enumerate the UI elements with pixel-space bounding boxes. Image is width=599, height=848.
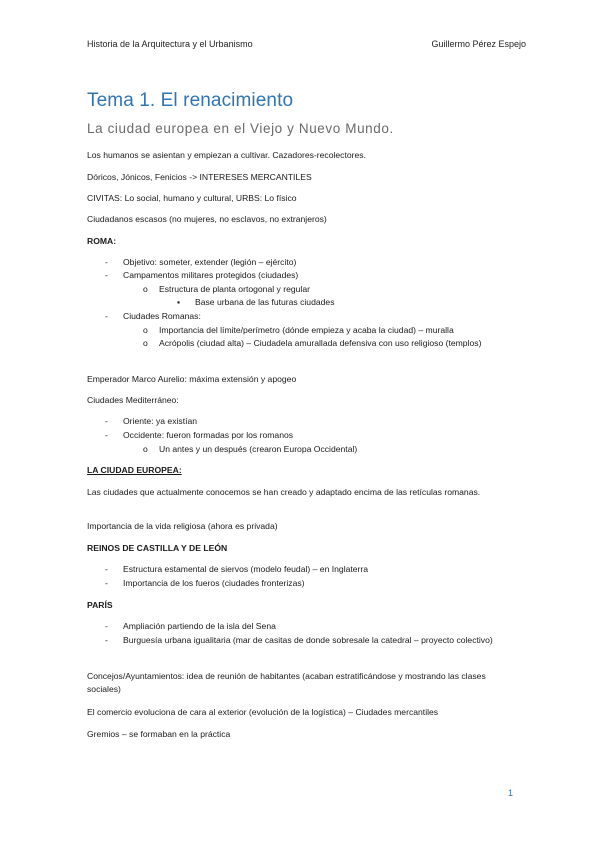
list-item: Importancia de los fueros (ciudades fronterizas) <box>123 578 305 588</box>
page-number: 1 <box>507 788 513 798</box>
dash-bullet: - <box>105 578 108 588</box>
paragraph: Ciudades Mediterráneo: <box>87 395 179 405</box>
dash-bullet: - <box>105 430 108 440</box>
paragraph: Las ciudades que actualmente conocemos se han creado y adaptado encima de las retículas romanas. <box>87 487 481 497</box>
paragraph: CIVITAS: Lo social, humano y cultural, URBS: Lo físico <box>87 193 297 203</box>
square-bullet: ▪ <box>177 297 181 307</box>
dash-bullet: - <box>105 311 108 321</box>
section-heading-castilla-leon: REINOS DE CASTILLA Y DE LEÓN <box>87 543 228 553</box>
list-item: Un antes y un después (crearon Europa Occidental) <box>159 444 358 454</box>
paragraph: Los humanos se asientan y empiezan a cultivar. Cazadores-recolectores. <box>87 150 366 160</box>
list-item: Acrópolis (ciudad alta) – Ciudadela amurallada defensiva con uso religioso (templos) <box>159 338 482 348</box>
circle-bullet: o <box>143 338 148 348</box>
list-item: Importancia del límite/perímetro (dónde empieza y acaba la ciudad) – muralla <box>159 325 454 335</box>
dash-bullet: - <box>105 635 108 645</box>
list-item: Estructura estamental de siervos (modelo feudal) – en Inglaterra <box>123 564 369 574</box>
list-item: Oriente: ya existían <box>123 416 198 426</box>
paragraph: Gremios – se formaban en la práctica <box>87 729 231 739</box>
paragraph: Importancia de la vida religiosa (ahora es privada) <box>87 521 278 531</box>
paragraph: El comercio evoluciona de cara al exterior (evolución de la logística) – Ciudades mercantiles <box>87 707 439 717</box>
section-heading-roma: ROMA: <box>87 236 117 246</box>
page-title: Tema 1. El renacimiento <box>87 90 294 111</box>
page-subtitle: La ciudad europea en el Viejo y Nuevo Mundo. <box>87 121 394 136</box>
dash-bullet: - <box>105 564 108 574</box>
header-course-title: Historia de la Arquitectura y el Urbanismo <box>87 39 253 49</box>
circle-bullet: o <box>143 284 148 294</box>
list-item: Ampliación partiendo de la isla del Sena <box>123 621 276 631</box>
list-item: Base urbana de las futuras ciudades <box>195 297 335 307</box>
header-author: Guillermo Pérez Espejo <box>431 39 526 49</box>
list-item: Occidente: fueron formadas por los romanos <box>123 430 294 440</box>
list-item: Burguesía urbana igualitaria (mar de casitas de donde sobresale la catedral – proyecto colectivo) <box>123 635 493 645</box>
paragraph: Emperador Marco Aurelio: máxima extensión y apogeo <box>87 374 297 384</box>
circle-bullet: o <box>143 444 148 454</box>
dash-bullet: - <box>105 270 108 280</box>
section-heading-ciudad-europea: LA CIUDAD EUROPEA: <box>87 465 182 475</box>
paragraph: Ciudadanos escasos (no mujeres, no esclavos, no extranjeros) <box>87 214 327 224</box>
list-item: Objetivo: someter, extender (legión – ejército) <box>123 257 297 267</box>
list-item: Ciudades Romanas: <box>123 311 201 321</box>
list-item: Estructura de planta ortogonal y regular <box>159 284 310 294</box>
dash-bullet: - <box>105 257 108 267</box>
paragraph: Concejos/Ayuntamientos: idea de reunión de habitantes (acaban estratificándose y mostrando las clases sociales) <box>87 671 486 694</box>
paragraph: Dóricos, Jónicos, Fenicios -> INTERESES MERCANTILES <box>87 172 312 182</box>
circle-bullet: o <box>143 325 148 335</box>
list-item: Campamentos militares protegidos (ciudades) <box>123 270 299 280</box>
dash-bullet: - <box>105 621 108 631</box>
section-heading-paris: PARÍS <box>87 600 113 610</box>
dash-bullet: - <box>105 416 108 426</box>
